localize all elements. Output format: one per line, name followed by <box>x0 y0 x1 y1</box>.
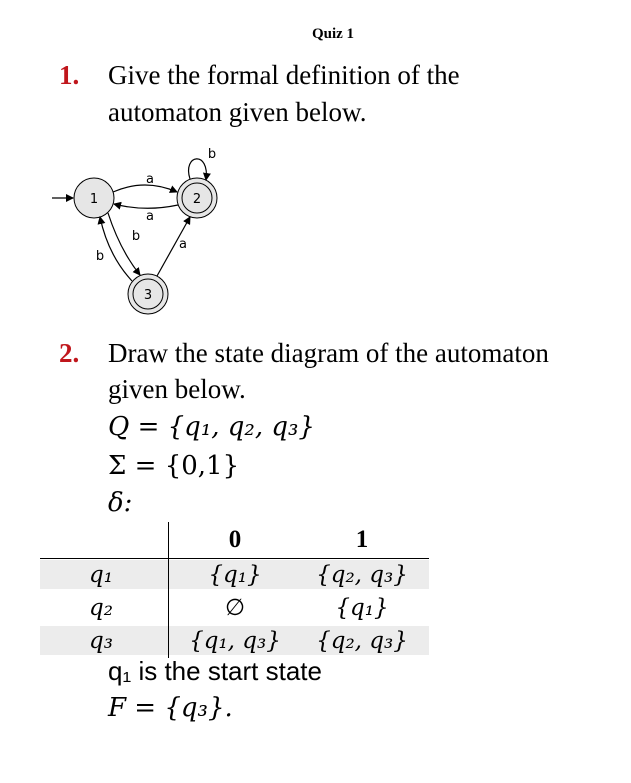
quiz-title: Quiz 1 <box>311 26 355 42</box>
edge-2-self-loop <box>189 159 207 180</box>
state-2 <box>177 178 217 218</box>
edge-2-self-loop-label: b <box>207 147 217 162</box>
edge-1-to-3-label: b <box>131 229 141 244</box>
question-1-line-2: automaton given below. <box>108 97 367 127</box>
edge-2-to-1 <box>114 204 178 208</box>
alphabet-definition: Σ = {0,1} <box>108 451 240 481</box>
edge-1-to-2 <box>113 185 177 192</box>
table-vertical-divider <box>168 522 169 658</box>
automaton-diagram <box>40 140 260 325</box>
edge-1-to-2-label: a <box>146 172 154 187</box>
table-row-2-col-1: {q₁} <box>335 595 389 621</box>
state-1-label: 1 <box>89 192 99 207</box>
table-row-2-state: q₂ <box>89 595 113 621</box>
states-set-definition: Q = {q₁, q₂, q₃} <box>108 412 315 442</box>
table-header-0: 0 <box>228 526 242 553</box>
start-state-statement: q₁ is the start state <box>108 656 322 686</box>
table-row-3-state: q₃ <box>89 628 113 654</box>
state-1 <box>74 178 114 218</box>
state-2-label: 2 <box>192 192 202 207</box>
state-3 <box>128 274 168 314</box>
table-row-1-state: q₁ <box>89 562 113 588</box>
edge-3-to-2-label: a <box>179 237 187 252</box>
table-header-1: 1 <box>355 526 369 553</box>
table-row-3-col-1: {q₂, q₃} <box>316 628 408 654</box>
table-row-3-col-0: {q₁, q₃} <box>189 628 281 654</box>
table-header-divider <box>40 558 429 559</box>
transition-table <box>40 522 429 658</box>
transition-function-label: δ: <box>108 488 133 518</box>
question-2-line-2: given below. <box>108 374 246 404</box>
table-row-1-col-0: {q₁} <box>208 562 262 588</box>
question-1-number: 1. <box>59 60 80 90</box>
question-2-number: 2. <box>59 338 80 368</box>
edge-2-to-1-label: a <box>146 209 154 224</box>
edge-1-to-3 <box>108 213 140 275</box>
table-row-1-col-1: {q₂, q₃} <box>316 562 408 588</box>
table-row-2-col-0: ∅ <box>224 595 246 621</box>
edge-3-to-1 <box>100 217 132 281</box>
edge-3-to-1-label: b <box>95 249 105 264</box>
state-3-label: 3 <box>143 288 153 303</box>
final-states-definition: F = {q₃}. <box>108 693 233 723</box>
question-2-line-1: Draw the state diagram of the automaton <box>108 338 549 368</box>
question-1-line-1: Give the formal definition of the <box>108 60 460 90</box>
